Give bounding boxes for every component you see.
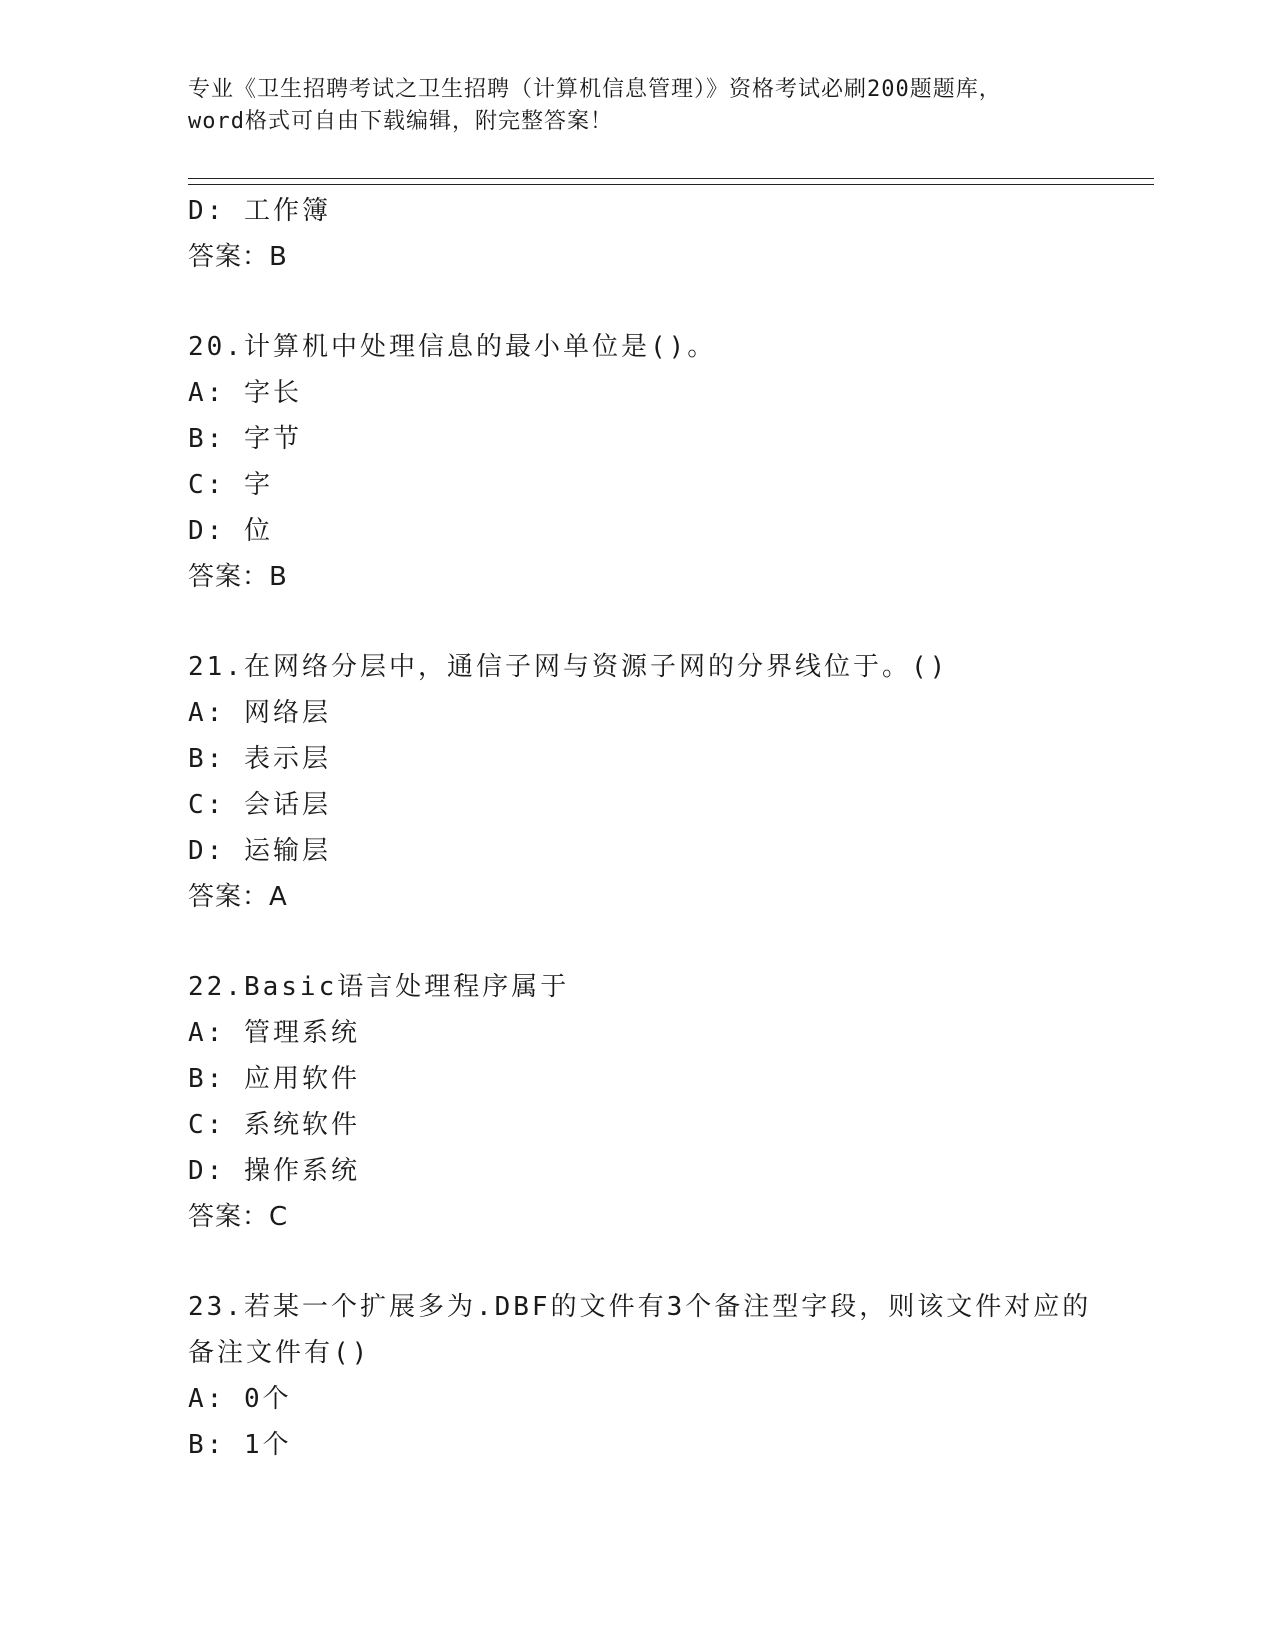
answer-line: 答案：A	[188, 882, 288, 912]
document-header	[188, 74, 1088, 138]
option-a: A: 网络层	[188, 698, 331, 728]
spacer	[188, 280, 1148, 324]
question-block-20	[188, 324, 1148, 600]
option-b: B: 字节	[188, 424, 302, 454]
question-block-previous	[188, 188, 1148, 280]
question-text-line-2: 备注文件有()	[188, 1338, 371, 1368]
option-d: D: 工作簿	[188, 196, 331, 226]
option-a: A: 字长	[188, 378, 302, 408]
question-text-line-1: 23.若某一个扩展多为.DBF的文件有3个备注型字段，则该文件对应的	[188, 1292, 1092, 1322]
header-line-1: 专业《卫生招聘考试之卫生招聘（计算机信息管理）》资格考试必刷200题题库，	[188, 77, 1002, 102]
answer-line: 答案：B	[188, 242, 288, 272]
answer-line: 答案：C	[188, 1202, 289, 1232]
option-d: D: 操作系统	[188, 1156, 360, 1186]
option-a: A: 管理系统	[188, 1018, 360, 1048]
option-a: A: 0个	[188, 1384, 292, 1414]
option-d: D: 位	[188, 516, 273, 546]
spacer	[188, 1240, 1148, 1284]
option-c: C: 字	[188, 470, 273, 500]
option-b: B: 1个	[188, 1430, 292, 1460]
question-block-23	[188, 1284, 1148, 1468]
header-line-2: word格式可自由下载编辑，附完整答案！	[188, 109, 613, 134]
option-b: B: 表示层	[188, 744, 331, 774]
option-c: C: 系统软件	[188, 1110, 360, 1140]
spacer	[188, 920, 1148, 964]
header-divider-bottom	[188, 184, 1154, 185]
question-text: 21.在网络分层中，通信子网与资源子网的分界线位于。()	[188, 652, 949, 682]
question-text: 20.计算机中处理信息的最小单位是()。	[188, 332, 717, 362]
answer-line: 答案：B	[188, 562, 288, 592]
option-d: D: 运输层	[188, 836, 331, 866]
question-list	[188, 188, 1148, 1468]
option-b: B: 应用软件	[188, 1064, 360, 1094]
question-text: 22.Basic语言处理程序属于	[188, 972, 570, 1002]
spacer	[188, 600, 1148, 644]
question-block-22	[188, 964, 1148, 1240]
question-block-21	[188, 644, 1148, 920]
header-divider-top	[188, 178, 1154, 179]
option-c: C: 会话层	[188, 790, 331, 820]
